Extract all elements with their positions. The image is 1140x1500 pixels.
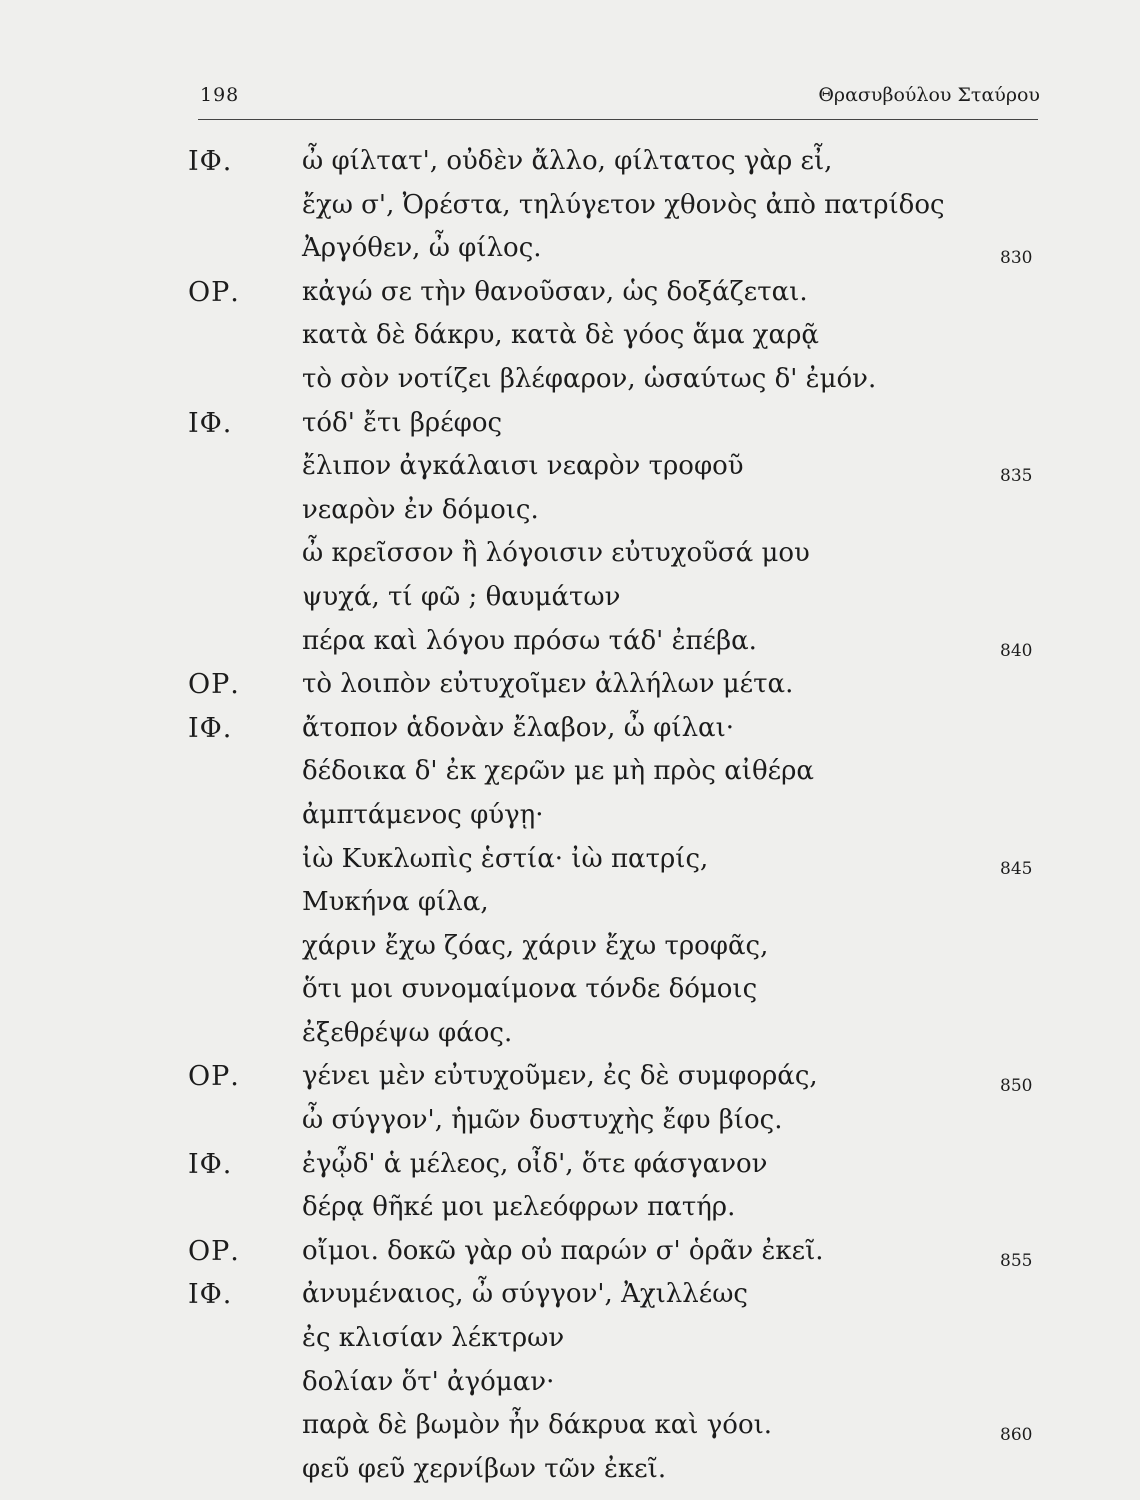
verse-line <box>0 489 1140 533</box>
verse-text-line: Ἀργόθεν, ὦ φίλος. <box>302 233 542 264</box>
verse-text-line: Μυκήνα φίλα, <box>302 887 489 918</box>
verse-text-line: ἐς κλισίαν λέκτρων <box>302 1323 565 1354</box>
verse-text-line: ὅτι μοι συνομαίμονα τόνδε δόμοις <box>302 974 758 1005</box>
verse-text-line: ἔλιπον ἀγκάλαισι νεαρὸν τροφοῦ <box>302 451 744 482</box>
line-number: 845 <box>1000 858 1033 879</box>
verse-text-line: κατὰ δὲ δάκρυ, κατὰ δὲ γόος ἅμα χαρᾷ <box>302 320 819 351</box>
line-number: 850 <box>1000 1076 1033 1097</box>
speaker-label: ΙΦ. <box>188 1148 233 1180</box>
verse-line <box>0 620 1140 664</box>
verse-line <box>0 1099 1140 1143</box>
line-number: 860 <box>1000 1425 1033 1446</box>
verse-line <box>0 445 1140 489</box>
verse-text-line: ἀμπτάμενος φύγῃ· <box>302 799 544 830</box>
verse-line <box>0 663 1140 707</box>
speaker-label: ΟΡ. <box>188 1061 240 1093</box>
verse-text-line: χάριν ἔχω ζόας, χάριν ἔχω τροφᾶς, <box>302 930 769 961</box>
line-number: 855 <box>1000 1250 1033 1271</box>
verse-text-line: ἐγᾦδ' ἁ μέλεος, οἶδ', ὅτε φάσγανον <box>302 1148 768 1179</box>
verse-text-line: πέρα καὶ λόγου πρόσω τάδ' ἐπέβα. <box>302 625 757 656</box>
verse-text-line: ἀνυμέναιος, ὦ σύγγον', Ἀχιλλέως <box>302 1279 748 1310</box>
verse-text-line: ἐξεθρέψω φάος. <box>302 1017 513 1048</box>
verse-text-line: δολίαν ὅτ' ἀγόμαν· <box>302 1366 555 1397</box>
page-number: 198 <box>200 84 240 106</box>
verse-line <box>0 707 1140 751</box>
verse-text-line: παρὰ δὲ βωμὸν ἦν δάκρυα καὶ γόοι. <box>302 1410 773 1441</box>
speaker-label: ΟΡ. <box>188 669 240 701</box>
verse-line <box>0 1143 1140 1187</box>
verse-line <box>0 271 1140 315</box>
speaker-label: ΙΦ. <box>188 1279 233 1311</box>
speaker-label: ΟΡ. <box>188 276 240 308</box>
verse-text <box>0 140 1140 1491</box>
page-header <box>200 84 1040 116</box>
verse-line <box>0 1230 1140 1274</box>
verse-text-line: δέδοικα δ' ἐκ χερῶν με μὴ πρὸς αἰθέρα <box>302 756 814 787</box>
verse-line <box>0 1317 1140 1361</box>
verse-line <box>0 1273 1140 1317</box>
line-number: 835 <box>1000 466 1033 487</box>
verse-line <box>0 576 1140 620</box>
header-rule <box>198 119 1038 120</box>
verse-line <box>0 358 1140 402</box>
verse-text-line: τόδ' ἔτι βρέφος <box>302 407 503 438</box>
verse-text-line: ὦ φίλτατ', οὐδὲν ἄλλο, φίλτατος γὰρ εἶ, <box>302 146 833 176</box>
verse-line <box>0 140 1140 184</box>
speaker-label: ΙΦ. <box>188 407 233 439</box>
verse-text-line: ψυχά, τί φῶ ; θαυμάτων <box>302 581 621 612</box>
verse-text-line: ὦ σύγγον', ἡμῶν δυστυχὴς ἔφυ βίος. <box>302 1105 783 1136</box>
verse-line <box>0 402 1140 446</box>
verse-text-line: δέρᾳ θῆκέ μοι μελεόφρων πατήρ. <box>302 1192 736 1223</box>
verse-text-line: ὦ κρεῖσσον ἢ λόγοισιν εὐτυχοῦσά μου <box>302 538 810 569</box>
verse-line <box>0 1055 1140 1099</box>
verse-text-line: τὸ λοιπὸν εὐτυχοῖμεν ἀλλήλων μέτα. <box>302 669 794 700</box>
verse-text-line: ἄτοπον ἁδονὰν ἔλαβον, ὦ φίλαι· <box>302 712 735 743</box>
verse-line <box>0 794 1140 838</box>
verse-text-line: κἀγώ σε τὴν θανοῦσαν, ὡς δοξάζεται. <box>302 276 808 307</box>
verse-line <box>0 1361 1140 1405</box>
verse-line <box>0 968 1140 1012</box>
speaker-label: ΙΦ. <box>188 146 233 177</box>
running-title: Θρασυβούλου Σταύρου <box>818 84 1040 106</box>
verse-text-line: γένει μὲν εὐτυχοῦμεν, ἐς δὲ συμφοράς, <box>302 1061 818 1092</box>
verse-line <box>0 1448 1140 1492</box>
line-number: 830 <box>1000 248 1033 269</box>
verse-line <box>0 1404 1140 1448</box>
verse-line <box>0 227 1140 271</box>
verse-line <box>0 1186 1140 1230</box>
verse-line <box>0 750 1140 794</box>
verse-text-line: ἰὼ Κυκλωπὶς ἑστία· ἰὼ πατρίς, <box>302 843 709 874</box>
verse-line <box>0 184 1140 228</box>
line-number: 840 <box>1000 640 1033 661</box>
verse-line <box>0 314 1140 358</box>
verse-text-line: οἴμοι. δοκῶ γὰρ οὐ παρών σ' ὁρᾶν ἐκεῖ. <box>302 1235 824 1266</box>
verse-text-line: φεῦ φεῦ χερνίβων τῶν ἐκεῖ. <box>302 1453 667 1484</box>
verse-text-line: ἔχω σ', Ὀρέστα, τηλύγετον χθονὸς ἀπὸ πατρίδος <box>302 189 945 220</box>
verse-line <box>0 925 1140 969</box>
verse-text-line: τὸ σὸν νοτίζει βλέφαρον, ὡσαύτως δ' ἐμόν. <box>302 363 877 394</box>
verse-line <box>0 881 1140 925</box>
speaker-label: ΙΦ. <box>188 712 233 744</box>
speaker-label: ΟΡ. <box>188 1235 240 1267</box>
verse-text-line: νεαρὸν ἐν δόμοις. <box>302 494 539 525</box>
verse-line <box>0 838 1140 882</box>
verse-line <box>0 532 1140 576</box>
verse-line <box>0 1012 1140 1056</box>
